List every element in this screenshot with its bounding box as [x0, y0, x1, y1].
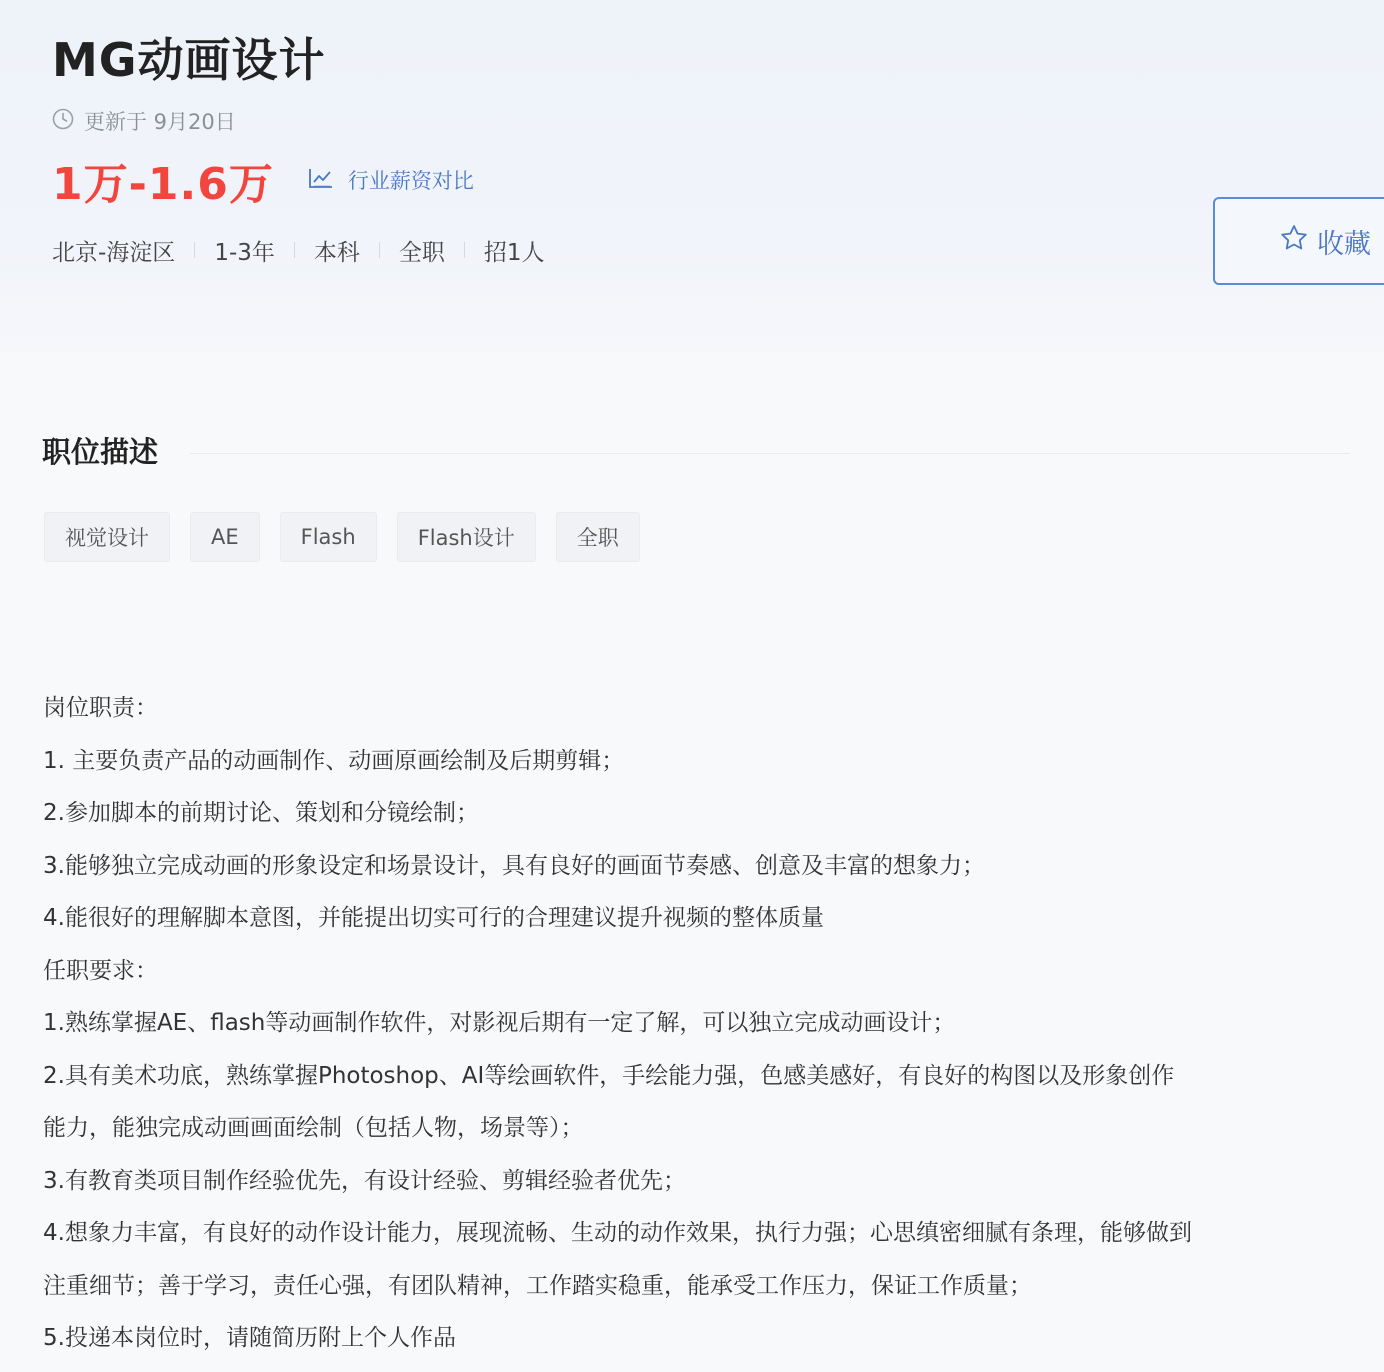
- skill-tag: Flash设计: [397, 512, 536, 562]
- salary-row: [52, 150, 474, 210]
- favorite-button[interactable]: [1213, 197, 1384, 285]
- chart-icon: [308, 167, 348, 194]
- description-line: 3.有教育类项目制作经验优先，有设计经验、剪辑经验者优先；: [43, 1167, 686, 1194]
- description-line: 注重细节；善于学习，责任心强，有团队精神，工作踏实稳重，能承受工作压力，保证工作质量；: [43, 1272, 1032, 1299]
- description-line: 5.投递本岗位时，请随简历附上个人作品: [43, 1325, 456, 1351]
- clock-icon: [52, 108, 84, 135]
- meta-divider: [194, 242, 195, 258]
- job-description: [43, 682, 1363, 1365]
- description-line: 4.能很好的理解脚本意图，并能提出切实可行的合理建议提升视频的整体质量: [43, 905, 824, 931]
- salary: 1万-1.6万: [52, 159, 274, 210]
- description-line: 3.能够独立完成动画的形象设定和场景设计，具有良好的画面节奏感、创意及丰富的想象力；: [43, 852, 985, 879]
- skill-tag: AE: [190, 512, 260, 562]
- meta-experience: 1-3年: [214, 239, 275, 266]
- description-line: 能力，能独完成动画画面绘制（包括人物，场景等）；: [43, 1115, 584, 1141]
- salary-compare-label: 行业薪资对比: [347, 169, 474, 193]
- updated-text: 更新于 9月20日: [84, 110, 236, 134]
- description-line: 2.参加脚本的前期讨论、策划和分镜绘制；: [43, 800, 479, 826]
- job-header: [0, 0, 1384, 352]
- updated-info: [52, 106, 236, 136]
- job-title: MG动画设计: [52, 33, 326, 87]
- description-line: 2.具有美术功底，熟练掌握Photoshop、AI等绘画软件，手绘能力强，色感美感好，有良好的构图以及形象创作: [43, 1062, 1175, 1089]
- meta-divider: [464, 242, 465, 258]
- star-icon: [1279, 223, 1317, 260]
- job-meta: [52, 230, 545, 270]
- section-divider: [190, 453, 1350, 454]
- meta-headcount: 招1人: [483, 239, 545, 266]
- skill-tags: [44, 512, 640, 562]
- description-line: 任职要求：: [43, 957, 158, 984]
- meta-divider: [294, 242, 295, 258]
- section-title: 职位描述: [42, 435, 159, 469]
- meta-divider: [379, 242, 380, 258]
- description-line: 4.想象力丰富，有良好的动作设计能力，展现流畅、生动的动作效果，执行力强；心思缜密细腻有条理，能够做到: [43, 1220, 1192, 1246]
- meta-location: 北京-海淀区: [52, 239, 176, 266]
- description-line: 岗位职责：: [43, 695, 158, 721]
- meta-education: 本科: [313, 239, 360, 266]
- meta-job-type: 全职: [398, 239, 445, 266]
- favorite-label: 收藏: [1317, 228, 1371, 260]
- skill-tag: Flash: [280, 512, 377, 562]
- description-line: 1. 主要负责产品的动画制作、动画原画绘制及后期剪辑；: [43, 747, 625, 774]
- salary-compare-link[interactable]: [308, 165, 474, 195]
- skill-tag: 视觉设计: [44, 512, 170, 562]
- description-line: 1.熟练掌握AE、flash等动画制作软件，对影视后期有一定了解，可以独立完成动画设计；: [43, 1010, 956, 1036]
- skill-tag: 全职: [556, 512, 640, 562]
